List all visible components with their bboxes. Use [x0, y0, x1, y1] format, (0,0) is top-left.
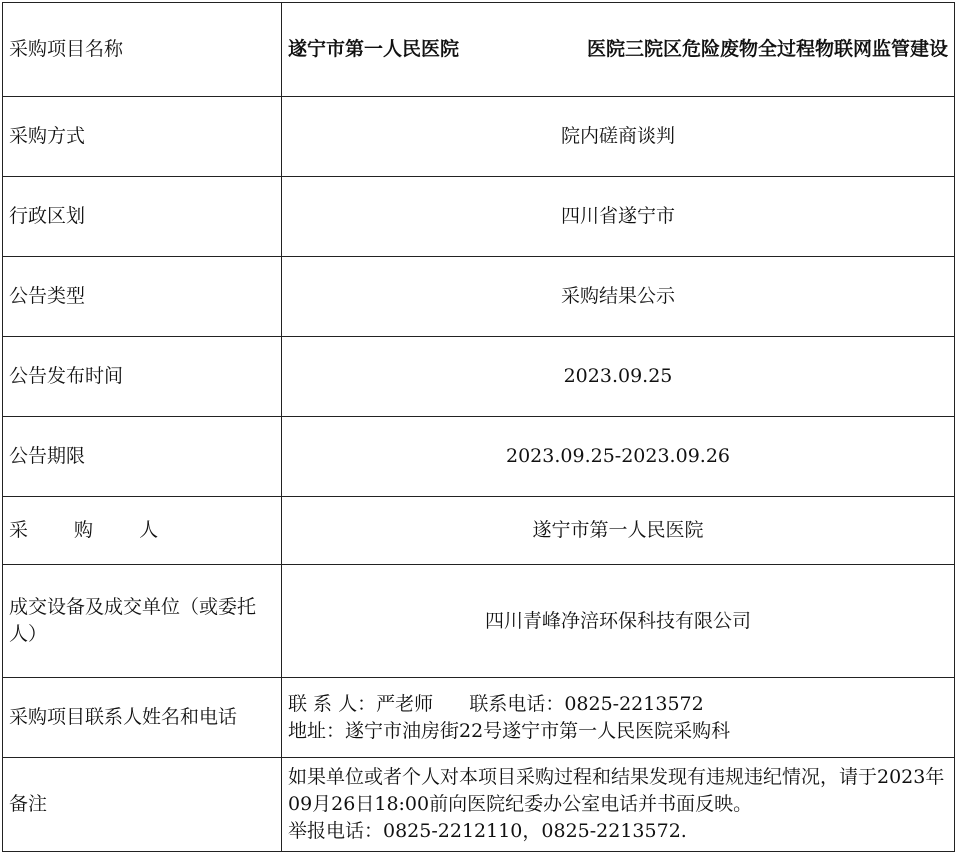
admin-region-label: 行政区划 [3, 177, 282, 257]
notice-type-value: 采购结果公示 [282, 257, 955, 337]
purchaser-value: 遂宁市第一人民医院 [282, 497, 955, 565]
row-procurement-method [3, 97, 955, 177]
remarks-label: 备注 [3, 758, 282, 852]
row-winner [3, 565, 955, 678]
purchaser-label [3, 497, 282, 565]
admin-region-value: 四川省遂宁市 [282, 177, 955, 257]
row-notice-type [3, 257, 955, 337]
notice-period-label: 公告期限 [3, 417, 282, 497]
row-remarks [3, 758, 955, 852]
project-name-value [282, 3, 955, 97]
row-notice-period [3, 417, 955, 497]
procurement-result-table [2, 2, 955, 852]
row-publish-time [3, 337, 955, 417]
contact-label: 采购项目联系人姓名和电话 [3, 678, 282, 758]
remarks-hotline: 举报电话：0825-2212110，0825-2213572. [288, 820, 687, 842]
row-purchaser [3, 497, 955, 565]
row-admin-region [3, 177, 955, 257]
procurement-method-label: 采购方式 [3, 97, 282, 177]
publish-time-label: 公告发布时间 [3, 337, 282, 417]
contact-address: 地址：遂宁市油房街22号遂宁市第一人民医院采购科 [288, 719, 731, 742]
winner-value: 四川青峰净涪环保科技有限公司 [282, 565, 955, 678]
procurement-method-value: 院内磋商谈判 [282, 97, 955, 177]
purchaser-label-text: 采 购 人 [9, 519, 179, 541]
project-name-hospital: 遂宁市第一人民医院 [288, 38, 460, 60]
publish-time-value: 2023.09.25 [282, 337, 955, 417]
contact-value [282, 678, 955, 758]
winner-label: 成交设备及成交单位（或委托人） [3, 565, 282, 678]
row-contact [3, 678, 955, 758]
contact-person-phone: 联 系 人：严老师 联系电话：0825-2213572 [288, 692, 704, 715]
notice-type-label: 公告类型 [3, 257, 282, 337]
notice-period-value: 2023.09.25-2023.09.26 [282, 417, 955, 497]
row-project-name [3, 3, 955, 97]
remarks-value [282, 758, 955, 852]
remarks-text: 如果单位或者个人对本项目采购过程和结果发现有违规违纪情况，请于2023年09月26日18:00前向医院纪委办公室电话并书面反映。 [288, 766, 945, 815]
project-name-project: 医院三院区危险废物全过程物联网监管建设 [586, 38, 948, 60]
project-name-label: 采购项目名称 [3, 3, 282, 97]
